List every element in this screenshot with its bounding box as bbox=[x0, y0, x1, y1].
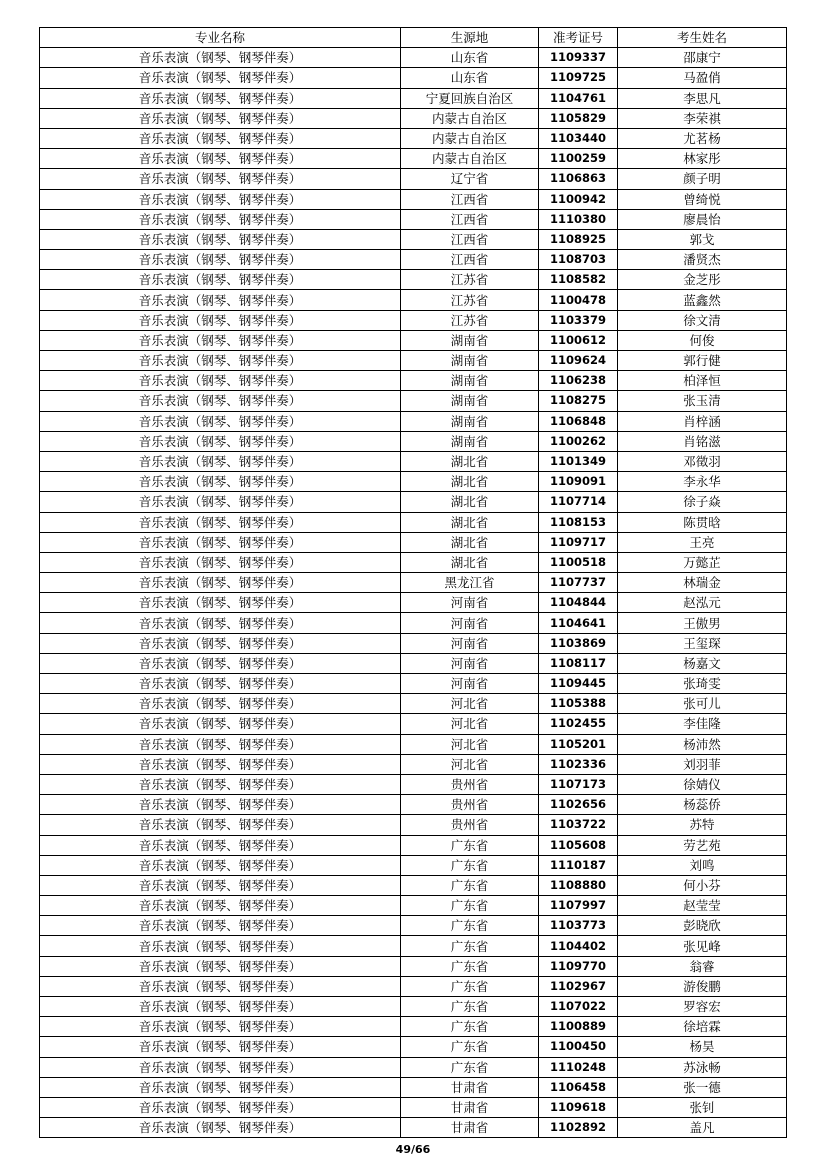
cell-exam-id: 1103773 bbox=[539, 916, 618, 936]
cell-origin: 广东省 bbox=[401, 1017, 539, 1037]
cell-major: 音乐表演（钢琴、钢琴伴奏） bbox=[40, 512, 401, 532]
table-row bbox=[40, 532, 787, 552]
table-row bbox=[40, 431, 787, 451]
cell-major: 音乐表演（钢琴、钢琴伴奏） bbox=[40, 431, 401, 451]
cell-exam-id: 1109337 bbox=[539, 48, 618, 68]
cell-name: 徐文清 bbox=[618, 310, 787, 330]
table-row bbox=[40, 1118, 787, 1138]
table-row bbox=[40, 492, 787, 512]
table-row bbox=[40, 1077, 787, 1097]
cell-major: 音乐表演（钢琴、钢琴伴奏） bbox=[40, 552, 401, 572]
cell-major: 音乐表演（钢琴、钢琴伴奏） bbox=[40, 694, 401, 714]
cell-major: 音乐表演（钢琴、钢琴伴奏） bbox=[40, 290, 401, 310]
cell-exam-id: 1107714 bbox=[539, 492, 618, 512]
table-row bbox=[40, 351, 787, 371]
cell-exam-id: 1106458 bbox=[539, 1077, 618, 1097]
header-exam-id: 准考证号 bbox=[539, 28, 618, 48]
cell-name: 郭戈 bbox=[618, 229, 787, 249]
table-row bbox=[40, 674, 787, 694]
cell-origin: 河南省 bbox=[401, 593, 539, 613]
table-row bbox=[40, 956, 787, 976]
cell-name: 杨昊 bbox=[618, 1037, 787, 1057]
cell-origin: 广东省 bbox=[401, 936, 539, 956]
cell-exam-id: 1107173 bbox=[539, 774, 618, 794]
cell-origin: 湖南省 bbox=[401, 431, 539, 451]
cell-name: 李佳隆 bbox=[618, 714, 787, 734]
cell-origin: 江苏省 bbox=[401, 270, 539, 290]
table-row bbox=[40, 68, 787, 88]
cell-exam-id: 1110187 bbox=[539, 855, 618, 875]
header-origin: 生源地 bbox=[401, 28, 539, 48]
cell-origin: 内蒙古自治区 bbox=[401, 149, 539, 169]
cell-major: 音乐表演（钢琴、钢琴伴奏） bbox=[40, 270, 401, 290]
cell-major: 音乐表演（钢琴、钢琴伴奏） bbox=[40, 371, 401, 391]
cell-origin: 江西省 bbox=[401, 189, 539, 209]
cell-major: 音乐表演（钢琴、钢琴伴奏） bbox=[40, 613, 401, 633]
cell-origin: 湖南省 bbox=[401, 371, 539, 391]
table-row bbox=[40, 250, 787, 270]
cell-name: 苏特 bbox=[618, 815, 787, 835]
cell-name: 翁睿 bbox=[618, 956, 787, 976]
cell-major: 音乐表演（钢琴、钢琴伴奏） bbox=[40, 734, 401, 754]
cell-origin: 广东省 bbox=[401, 976, 539, 996]
cell-major: 音乐表演（钢琴、钢琴伴奏） bbox=[40, 250, 401, 270]
table-row bbox=[40, 774, 787, 794]
table-row bbox=[40, 270, 787, 290]
table-row bbox=[40, 290, 787, 310]
table-row bbox=[40, 169, 787, 189]
cell-exam-id: 1110248 bbox=[539, 1057, 618, 1077]
cell-name: 徐子焱 bbox=[618, 492, 787, 512]
cell-name: 张钊 bbox=[618, 1097, 787, 1117]
cell-origin: 广东省 bbox=[401, 896, 539, 916]
cell-name: 柏泽恒 bbox=[618, 371, 787, 391]
candidate-table bbox=[39, 27, 787, 1138]
cell-major: 音乐表演（钢琴、钢琴伴奏） bbox=[40, 936, 401, 956]
cell-origin: 江苏省 bbox=[401, 290, 539, 310]
cell-origin: 宁夏回族自治区 bbox=[401, 88, 539, 108]
cell-origin: 河北省 bbox=[401, 754, 539, 774]
cell-exam-id: 1105388 bbox=[539, 694, 618, 714]
cell-major: 音乐表演（钢琴、钢琴伴奏） bbox=[40, 88, 401, 108]
table-row bbox=[40, 310, 787, 330]
cell-origin: 贵州省 bbox=[401, 774, 539, 794]
table-row bbox=[40, 815, 787, 835]
cell-exam-id: 1102892 bbox=[539, 1118, 618, 1138]
cell-origin: 湖南省 bbox=[401, 330, 539, 350]
cell-origin: 贵州省 bbox=[401, 795, 539, 815]
table-row bbox=[40, 714, 787, 734]
cell-name: 金芝彤 bbox=[618, 270, 787, 290]
cell-major: 音乐表演（钢琴、钢琴伴奏） bbox=[40, 451, 401, 471]
cell-major: 音乐表演（钢琴、钢琴伴奏） bbox=[40, 855, 401, 875]
table-row bbox=[40, 451, 787, 471]
cell-origin: 湖北省 bbox=[401, 451, 539, 471]
cell-major: 音乐表演（钢琴、钢琴伴奏） bbox=[40, 310, 401, 330]
table-row bbox=[40, 330, 787, 350]
cell-origin: 广东省 bbox=[401, 956, 539, 976]
cell-major: 音乐表演（钢琴、钢琴伴奏） bbox=[40, 209, 401, 229]
table-row bbox=[40, 573, 787, 593]
cell-origin: 黑龙江省 bbox=[401, 573, 539, 593]
cell-exam-id: 1105608 bbox=[539, 835, 618, 855]
cell-major: 音乐表演（钢琴、钢琴伴奏） bbox=[40, 128, 401, 148]
table-row bbox=[40, 1097, 787, 1117]
cell-exam-id: 1109725 bbox=[539, 68, 618, 88]
cell-name: 彭晓欣 bbox=[618, 916, 787, 936]
page-number: 49/66 bbox=[395, 1143, 431, 1156]
cell-origin: 甘肃省 bbox=[401, 1097, 539, 1117]
table-row bbox=[40, 936, 787, 956]
cell-name: 赵泓元 bbox=[618, 593, 787, 613]
cell-exam-id: 1109770 bbox=[539, 956, 618, 976]
table-row bbox=[40, 855, 787, 875]
cell-name: 万懿芷 bbox=[618, 552, 787, 572]
cell-name: 徐培霖 bbox=[618, 1017, 787, 1037]
cell-major: 音乐表演（钢琴、钢琴伴奏） bbox=[40, 674, 401, 694]
table-row bbox=[40, 734, 787, 754]
cell-name: 曾绮悦 bbox=[618, 189, 787, 209]
cell-exam-id: 1100518 bbox=[539, 552, 618, 572]
cell-origin: 内蒙古自治区 bbox=[401, 128, 539, 148]
cell-name: 李思凡 bbox=[618, 88, 787, 108]
cell-major: 音乐表演（钢琴、钢琴伴奏） bbox=[40, 916, 401, 936]
cell-exam-id: 1108880 bbox=[539, 875, 618, 895]
cell-origin: 湖北省 bbox=[401, 532, 539, 552]
cell-exam-id: 1108925 bbox=[539, 229, 618, 249]
cell-exam-id: 1100612 bbox=[539, 330, 618, 350]
cell-major: 音乐表演（钢琴、钢琴伴奏） bbox=[40, 149, 401, 169]
cell-exam-id: 1100262 bbox=[539, 431, 618, 451]
cell-exam-id: 1100259 bbox=[539, 149, 618, 169]
table-row bbox=[40, 916, 787, 936]
cell-exam-id: 1106863 bbox=[539, 169, 618, 189]
cell-origin: 广东省 bbox=[401, 835, 539, 855]
table-row bbox=[40, 371, 787, 391]
cell-name: 徐婧仪 bbox=[618, 774, 787, 794]
cell-origin: 江西省 bbox=[401, 250, 539, 270]
table-row bbox=[40, 552, 787, 572]
cell-name: 郭行健 bbox=[618, 351, 787, 371]
table-row bbox=[40, 1017, 787, 1037]
cell-major: 音乐表演（钢琴、钢琴伴奏） bbox=[40, 68, 401, 88]
cell-exam-id: 1102967 bbox=[539, 976, 618, 996]
cell-major: 音乐表演（钢琴、钢琴伴奏） bbox=[40, 835, 401, 855]
cell-name: 廖晨怡 bbox=[618, 209, 787, 229]
cell-exam-id: 1100450 bbox=[539, 1037, 618, 1057]
cell-exam-id: 1109091 bbox=[539, 472, 618, 492]
cell-name: 王玺琛 bbox=[618, 633, 787, 653]
cell-exam-id: 1107022 bbox=[539, 997, 618, 1017]
cell-origin: 河北省 bbox=[401, 694, 539, 714]
cell-exam-id: 1106238 bbox=[539, 371, 618, 391]
cell-exam-id: 1100942 bbox=[539, 189, 618, 209]
cell-exam-id: 1108117 bbox=[539, 653, 618, 673]
cell-major: 音乐表演（钢琴、钢琴伴奏） bbox=[40, 1037, 401, 1057]
table-row bbox=[40, 229, 787, 249]
table-row bbox=[40, 128, 787, 148]
cell-major: 音乐表演（钢琴、钢琴伴奏） bbox=[40, 1097, 401, 1117]
table-row bbox=[40, 593, 787, 613]
cell-origin: 湖南省 bbox=[401, 351, 539, 371]
cell-name: 张可儿 bbox=[618, 694, 787, 714]
cell-name: 王傲男 bbox=[618, 613, 787, 633]
cell-name: 尤茗杨 bbox=[618, 128, 787, 148]
cell-major: 音乐表演（钢琴、钢琴伴奏） bbox=[40, 472, 401, 492]
cell-exam-id: 1102455 bbox=[539, 714, 618, 734]
cell-exam-id: 1104641 bbox=[539, 613, 618, 633]
header-major: 专业名称 bbox=[40, 28, 401, 48]
cell-origin: 湖南省 bbox=[401, 391, 539, 411]
cell-name: 盖凡 bbox=[618, 1118, 787, 1138]
table-body bbox=[40, 48, 787, 1138]
cell-origin: 河南省 bbox=[401, 633, 539, 653]
table-row bbox=[40, 512, 787, 532]
table-row bbox=[40, 976, 787, 996]
table-row bbox=[40, 795, 787, 815]
cell-exam-id: 1104761 bbox=[539, 88, 618, 108]
cell-origin: 广东省 bbox=[401, 997, 539, 1017]
cell-exam-id: 1109717 bbox=[539, 532, 618, 552]
cell-exam-id: 1102656 bbox=[539, 795, 618, 815]
table-row bbox=[40, 754, 787, 774]
cell-exam-id: 1102336 bbox=[539, 754, 618, 774]
cell-major: 音乐表演（钢琴、钢琴伴奏） bbox=[40, 896, 401, 916]
cell-exam-id: 1100478 bbox=[539, 290, 618, 310]
cell-origin: 湖北省 bbox=[401, 552, 539, 572]
cell-exam-id: 1103440 bbox=[539, 128, 618, 148]
cell-major: 音乐表演（钢琴、钢琴伴奏） bbox=[40, 48, 401, 68]
cell-name: 张见峰 bbox=[618, 936, 787, 956]
cell-major: 音乐表演（钢琴、钢琴伴奏） bbox=[40, 633, 401, 653]
table-row bbox=[40, 875, 787, 895]
cell-origin: 湖北省 bbox=[401, 492, 539, 512]
cell-origin: 湖南省 bbox=[401, 411, 539, 431]
cell-exam-id: 1107737 bbox=[539, 573, 618, 593]
cell-exam-id: 1107997 bbox=[539, 896, 618, 916]
table-row bbox=[40, 694, 787, 714]
cell-exam-id: 1108703 bbox=[539, 250, 618, 270]
table-row bbox=[40, 835, 787, 855]
cell-major: 音乐表演（钢琴、钢琴伴奏） bbox=[40, 997, 401, 1017]
cell-name: 杨嘉文 bbox=[618, 653, 787, 673]
cell-exam-id: 1103379 bbox=[539, 310, 618, 330]
cell-major: 音乐表演（钢琴、钢琴伴奏） bbox=[40, 875, 401, 895]
cell-name: 何小芬 bbox=[618, 875, 787, 895]
cell-exam-id: 1109618 bbox=[539, 1097, 618, 1117]
cell-major: 音乐表演（钢琴、钢琴伴奏） bbox=[40, 330, 401, 350]
cell-name: 刘羽菲 bbox=[618, 754, 787, 774]
cell-origin: 广东省 bbox=[401, 916, 539, 936]
cell-exam-id: 1100889 bbox=[539, 1017, 618, 1037]
header-row bbox=[40, 28, 787, 48]
cell-major: 音乐表演（钢琴、钢琴伴奏） bbox=[40, 653, 401, 673]
cell-name: 邓徵羽 bbox=[618, 451, 787, 471]
cell-origin: 湖北省 bbox=[401, 472, 539, 492]
cell-name: 潘贤杰 bbox=[618, 250, 787, 270]
cell-major: 音乐表演（钢琴、钢琴伴奏） bbox=[40, 351, 401, 371]
cell-name: 王亮 bbox=[618, 532, 787, 552]
cell-major: 音乐表演（钢琴、钢琴伴奏） bbox=[40, 1057, 401, 1077]
cell-origin: 湖北省 bbox=[401, 512, 539, 532]
cell-origin: 辽宁省 bbox=[401, 169, 539, 189]
cell-exam-id: 1105829 bbox=[539, 108, 618, 128]
cell-major: 音乐表演（钢琴、钢琴伴奏） bbox=[40, 956, 401, 976]
cell-major: 音乐表演（钢琴、钢琴伴奏） bbox=[40, 1118, 401, 1138]
cell-origin: 江西省 bbox=[401, 209, 539, 229]
cell-major: 音乐表演（钢琴、钢琴伴奏） bbox=[40, 774, 401, 794]
cell-major: 音乐表演（钢琴、钢琴伴奏） bbox=[40, 714, 401, 734]
cell-name: 马盈俏 bbox=[618, 68, 787, 88]
cell-major: 音乐表演（钢琴、钢琴伴奏） bbox=[40, 573, 401, 593]
cell-name: 杨沛然 bbox=[618, 734, 787, 754]
cell-exam-id: 1104402 bbox=[539, 936, 618, 956]
table-row bbox=[40, 88, 787, 108]
cell-name: 苏泳畅 bbox=[618, 1057, 787, 1077]
cell-origin: 江苏省 bbox=[401, 310, 539, 330]
cell-major: 音乐表演（钢琴、钢琴伴奏） bbox=[40, 1017, 401, 1037]
table-row bbox=[40, 1057, 787, 1077]
cell-exam-id: 1105201 bbox=[539, 734, 618, 754]
cell-name: 颜子明 bbox=[618, 169, 787, 189]
table-row bbox=[40, 896, 787, 916]
cell-exam-id: 1109445 bbox=[539, 674, 618, 694]
table-row bbox=[40, 108, 787, 128]
cell-name: 张一德 bbox=[618, 1077, 787, 1097]
cell-major: 音乐表演（钢琴、钢琴伴奏） bbox=[40, 229, 401, 249]
table-row bbox=[40, 1037, 787, 1057]
cell-major: 音乐表演（钢琴、钢琴伴奏） bbox=[40, 492, 401, 512]
cell-name: 刘鸣 bbox=[618, 855, 787, 875]
cell-exam-id: 1103869 bbox=[539, 633, 618, 653]
cell-origin: 甘肃省 bbox=[401, 1077, 539, 1097]
cell-name: 杨蕊侨 bbox=[618, 795, 787, 815]
cell-major: 音乐表演（钢琴、钢琴伴奏） bbox=[40, 1077, 401, 1097]
cell-origin: 河北省 bbox=[401, 714, 539, 734]
cell-major: 音乐表演（钢琴、钢琴伴奏） bbox=[40, 169, 401, 189]
header-name: 考生姓名 bbox=[618, 28, 787, 48]
table-row bbox=[40, 653, 787, 673]
cell-origin: 甘肃省 bbox=[401, 1118, 539, 1138]
cell-origin: 内蒙古自治区 bbox=[401, 108, 539, 128]
cell-major: 音乐表演（钢琴、钢琴伴奏） bbox=[40, 532, 401, 552]
table-row bbox=[40, 997, 787, 1017]
cell-origin: 河北省 bbox=[401, 734, 539, 754]
cell-name: 林瑞金 bbox=[618, 573, 787, 593]
cell-name: 赵莹莹 bbox=[618, 896, 787, 916]
cell-name: 李荣祺 bbox=[618, 108, 787, 128]
cell-exam-id: 1108153 bbox=[539, 512, 618, 532]
cell-major: 音乐表演（钢琴、钢琴伴奏） bbox=[40, 795, 401, 815]
cell-exam-id: 1109624 bbox=[539, 351, 618, 371]
cell-exam-id: 1106848 bbox=[539, 411, 618, 431]
table-row bbox=[40, 472, 787, 492]
table-row bbox=[40, 209, 787, 229]
cell-exam-id: 1108275 bbox=[539, 391, 618, 411]
cell-name: 林家彤 bbox=[618, 149, 787, 169]
cell-name: 罗容宏 bbox=[618, 997, 787, 1017]
table-row bbox=[40, 149, 787, 169]
cell-name: 李永华 bbox=[618, 472, 787, 492]
cell-origin: 山东省 bbox=[401, 48, 539, 68]
cell-name: 陈贯晗 bbox=[618, 512, 787, 532]
cell-major: 音乐表演（钢琴、钢琴伴奏） bbox=[40, 411, 401, 431]
cell-origin: 江西省 bbox=[401, 229, 539, 249]
table-row bbox=[40, 48, 787, 68]
cell-origin: 河南省 bbox=[401, 613, 539, 633]
cell-name: 肖铭滋 bbox=[618, 431, 787, 451]
cell-name: 张琦雯 bbox=[618, 674, 787, 694]
table-row bbox=[40, 613, 787, 633]
cell-major: 音乐表演（钢琴、钢琴伴奏） bbox=[40, 189, 401, 209]
cell-exam-id: 1108582 bbox=[539, 270, 618, 290]
table-row bbox=[40, 391, 787, 411]
cell-major: 音乐表演（钢琴、钢琴伴奏） bbox=[40, 815, 401, 835]
cell-major: 音乐表演（钢琴、钢琴伴奏） bbox=[40, 593, 401, 613]
table-row bbox=[40, 411, 787, 431]
cell-origin: 广东省 bbox=[401, 1037, 539, 1057]
cell-origin: 河南省 bbox=[401, 653, 539, 673]
cell-name: 劳艺苑 bbox=[618, 835, 787, 855]
cell-exam-id: 1103722 bbox=[539, 815, 618, 835]
cell-origin: 贵州省 bbox=[401, 815, 539, 835]
table-row bbox=[40, 633, 787, 653]
cell-name: 张玉清 bbox=[618, 391, 787, 411]
cell-major: 音乐表演（钢琴、钢琴伴奏） bbox=[40, 754, 401, 774]
cell-exam-id: 1101349 bbox=[539, 451, 618, 471]
cell-name: 肖梓涵 bbox=[618, 411, 787, 431]
cell-major: 音乐表演（钢琴、钢琴伴奏） bbox=[40, 391, 401, 411]
cell-exam-id: 1110380 bbox=[539, 209, 618, 229]
cell-name: 何俊 bbox=[618, 330, 787, 350]
cell-name: 蓝鑫然 bbox=[618, 290, 787, 310]
cell-origin: 广东省 bbox=[401, 855, 539, 875]
cell-origin: 广东省 bbox=[401, 875, 539, 895]
cell-origin: 山东省 bbox=[401, 68, 539, 88]
table-row bbox=[40, 189, 787, 209]
cell-origin: 河南省 bbox=[401, 674, 539, 694]
cell-major: 音乐表演（钢琴、钢琴伴奏） bbox=[40, 976, 401, 996]
cell-name: 邵康宁 bbox=[618, 48, 787, 68]
cell-origin: 广东省 bbox=[401, 1057, 539, 1077]
cell-name: 游俊鹏 bbox=[618, 976, 787, 996]
cell-exam-id: 1104844 bbox=[539, 593, 618, 613]
cell-major: 音乐表演（钢琴、钢琴伴奏） bbox=[40, 108, 401, 128]
